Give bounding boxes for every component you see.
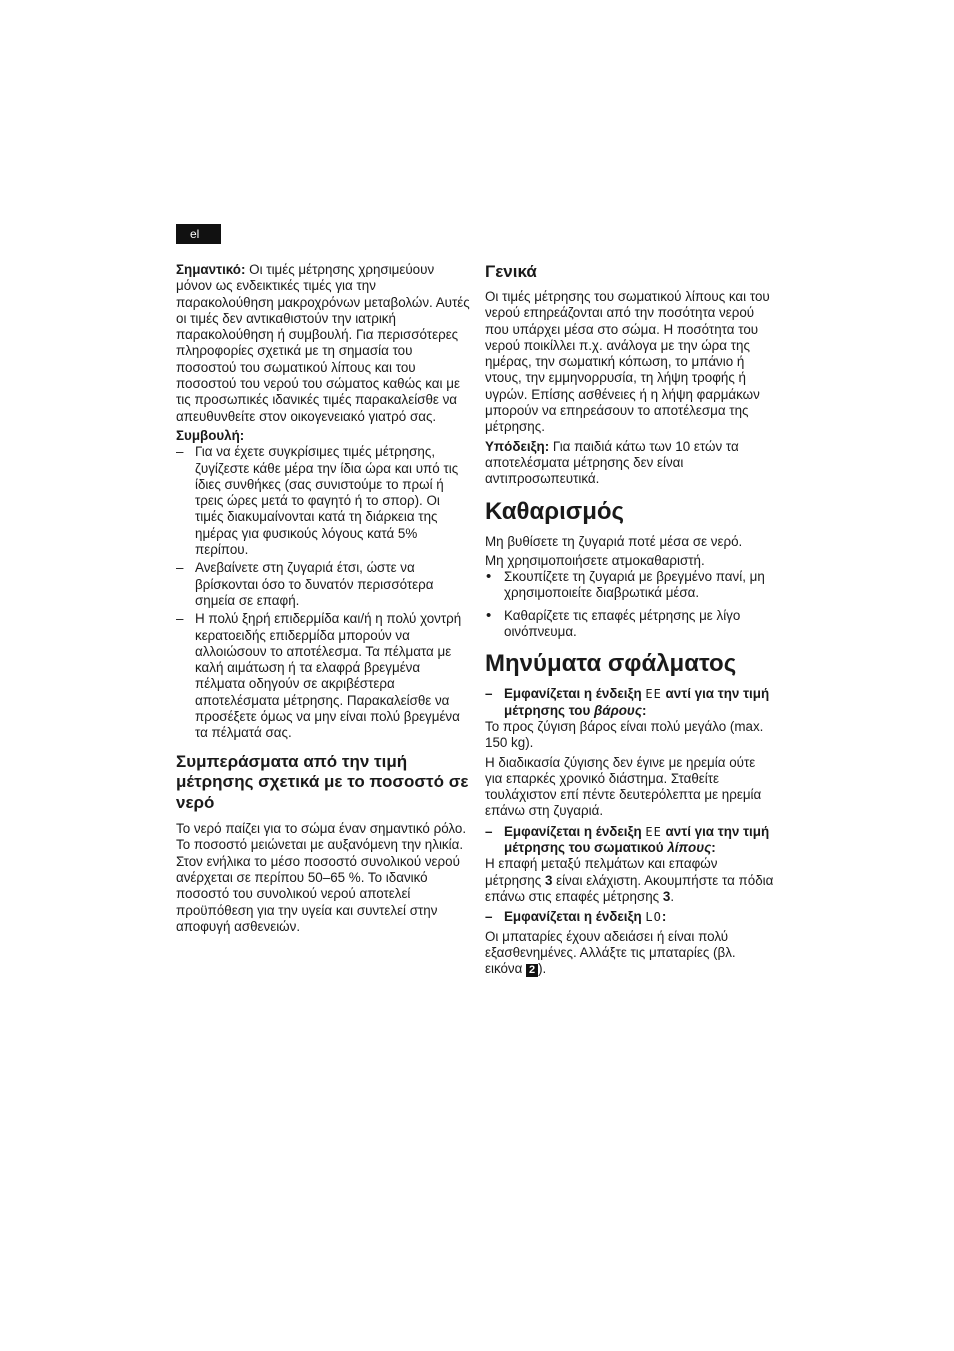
advice-list [176, 444, 470, 741]
error3-text: Οι μπαταρίες έχουν αδειάσει ή είναι πολύ εξασθενημένες. Αλλάξτε τις μπαταρίες (βλ. εικόνα 2 ). [485, 928, 736, 977]
note-text: Για παιδιά κάτω των 10 ετών τα αποτελέσματα μέτρησης δεν είναι αντιπροσωπευτικά. [485, 438, 739, 487]
note-label: Υπόδειξη: [485, 438, 550, 454]
language-tab: el [176, 224, 221, 244]
cleaning-heading: Καθαρισμός [485, 497, 625, 525]
errors-heading: Μηνύματα σφάλματος [485, 650, 737, 678]
dash-marker: – [485, 823, 493, 839]
figure-reference-badge: 2 [526, 964, 538, 977]
cleaning-item: • Σκουπίζετε τη ζυγαριά με βρεγμένο πανί, μη χρησιμοποιείτε διαβρωτικά μέσα. [485, 569, 775, 602]
error1-text-a: Το προς ζύγιση βάρος είναι πολύ μεγάλο (max. 150 kg). [485, 718, 764, 751]
note-paragraph [485, 439, 775, 488]
right-column [485, 262, 775, 977]
left-column [176, 262, 470, 935]
cleaning-item: • Καθαρίζετε τις επαφές μέτρησης με λίγο οινόπνευμα. [485, 608, 775, 641]
error-item-weight: – Εμφανίζεται η ένδειξη EE αντί για την τιμή μέτρησης του βάρους: [485, 686, 770, 718]
error2-text: Η επαφή μεταξύ πελμάτων και επαφών μέτρησης 3 είναι ελάχιστη. Ακουμπήστε τα πόδια επάνω στις επαφές μέτρησης 3. [485, 856, 774, 904]
lcd-code-lo: LO [645, 910, 662, 925]
conclusions-text: Το νερό παίζει για το σώμα έναν σημαντικό ρόλο. Το ποσοστό μειώνεται με αυξανόμενη την ηλικία. Στον ενήλικα το μέσο ποσοστό συνολικού νερού ανέρχεται σε περίπου 50–65 %. Το ιδανικό ποσοστό του συνολικού νερού αποτελεί προϋπόθεση για την υγεία και συντελεί στην αποφυγή ασθενειών. [176, 821, 467, 934]
error-item-fat: – Εμφανίζεται η ένδειξη EE αντί για την τιμή μέτρησης του σωματικού λίπους: [485, 823, 770, 856]
important-paragraph [176, 262, 470, 425]
lcd-code-ee: EE [645, 687, 662, 702]
advice-item: – Η πολύ ξηρή επιδερμίδα και/ή η πολύ χοντρή κερατοειδής επιδερμίδα μπορούν να αλλοιώσουν το αποτέλεσμα. Τα πέλματα με καλή αιμάτωση ή τα ελαφρά βρεγμένα πέλματα οδηγούν σε ακριβέστερα αποτελέσματα μέτρησης. Παρακαλείσθε να προσέξετε όμως να μην είναι πολύ βρεγμένα τα πέλματά σας. [176, 611, 470, 741]
advice-item: – Για να έχετε συγκρίσιμες τιμές μέτρησης, ζυγίζεστε κάθε μέρα την ίδια ώρα και υπό τις ίδιες συνθήκες (σας συνιστούμε το πρωί ή τρεις ώρες μετά το φαγητό ή το σπορ). Οι τιμές διακυμαίνονται κατά τη διάρκεια της ημέρας για φυσικούς λόγους κατά 5% περίπου. [176, 444, 470, 558]
important-label: Σημαντικό: [176, 262, 246, 277]
dash-marker: – [485, 909, 493, 925]
advice-label: Συμβουλή: [176, 427, 245, 443]
error-item-battery: – Εμφανίζεται η ένδειξη LO: [485, 909, 667, 925]
important-text: Οι τιμές μέτρησης χρησιμεύουν μόνον ως ενδεικτικές τιμές για την παρακολούθηση μακροχρόνων μεταβολών. Αυτές οι τιμές δεν αντικαθιστούν την ιατρική παρακολούθηση ή συμβουλή. Για περισσότερες πληροφορίες σχετικά με τη σημασία του ποσοστού του σωματικού λίπους και του ποσοστού του νερού του σώματος καθώς και με τις προσωπικές ιδανικές τιμές παρακαλείσθε να απευθυνθείτε στον οικογενειακό γιατρό σας. [176, 262, 470, 424]
general-heading: Γενικά [485, 262, 537, 281]
lcd-code-ee: EE [645, 824, 662, 839]
cleaning-paragraph-1: Μη βυθίσετε τη ζυγαριά ποτέ μέσα σε νερό. [485, 533, 743, 549]
error1-text-b: Η διαδικασία ζύγισης δεν έγινε με ηρεμία ούτε για επαρκές χρονικό διάστημα. Σταθείτε τουλάχιστον επί πέντε δευτερόλεπτα με ηρεμία επάνω στη ζυγαριά. [485, 754, 762, 819]
dash-marker: – [485, 686, 493, 702]
cleaning-paragraph-2: Μη χρησιμοποιήσετε ατμοκαθαριστή. [485, 552, 705, 568]
cleaning-list [485, 569, 775, 640]
general-text: Οι τιμές μέτρησης του σωματικού λίπους και του νερού επηρεάζονται από την ποσότητα νερού που υπάρχει μέσα στο σώμα. Η ποσότητα του νερού ποικίλλει π.χ. ανάλογα με την ώρα της ημέρας, την σωματική κόπωση, το μπάνιο ή ντους, την εμμηνορρυσία, τη λήψη τροφής ή υγρών. Επίσης ασθένειες ή η λήψη φαρμάκων μπορούν να επηρεάσουν το αποτέλεσμα της μέτρησης. [485, 289, 770, 435]
advice-item: – Ανεβαίνετε στη ζυγαριά έτσι, ώστε να βρίσκονται όσο το δυνατόν περισσότερα σημεία σε επαφή. [176, 560, 470, 609]
conclusions-heading: Συμπεράσματα από την τιμή μέτρησης σχετικά με το ποσοστό σε νερό [176, 751, 469, 812]
